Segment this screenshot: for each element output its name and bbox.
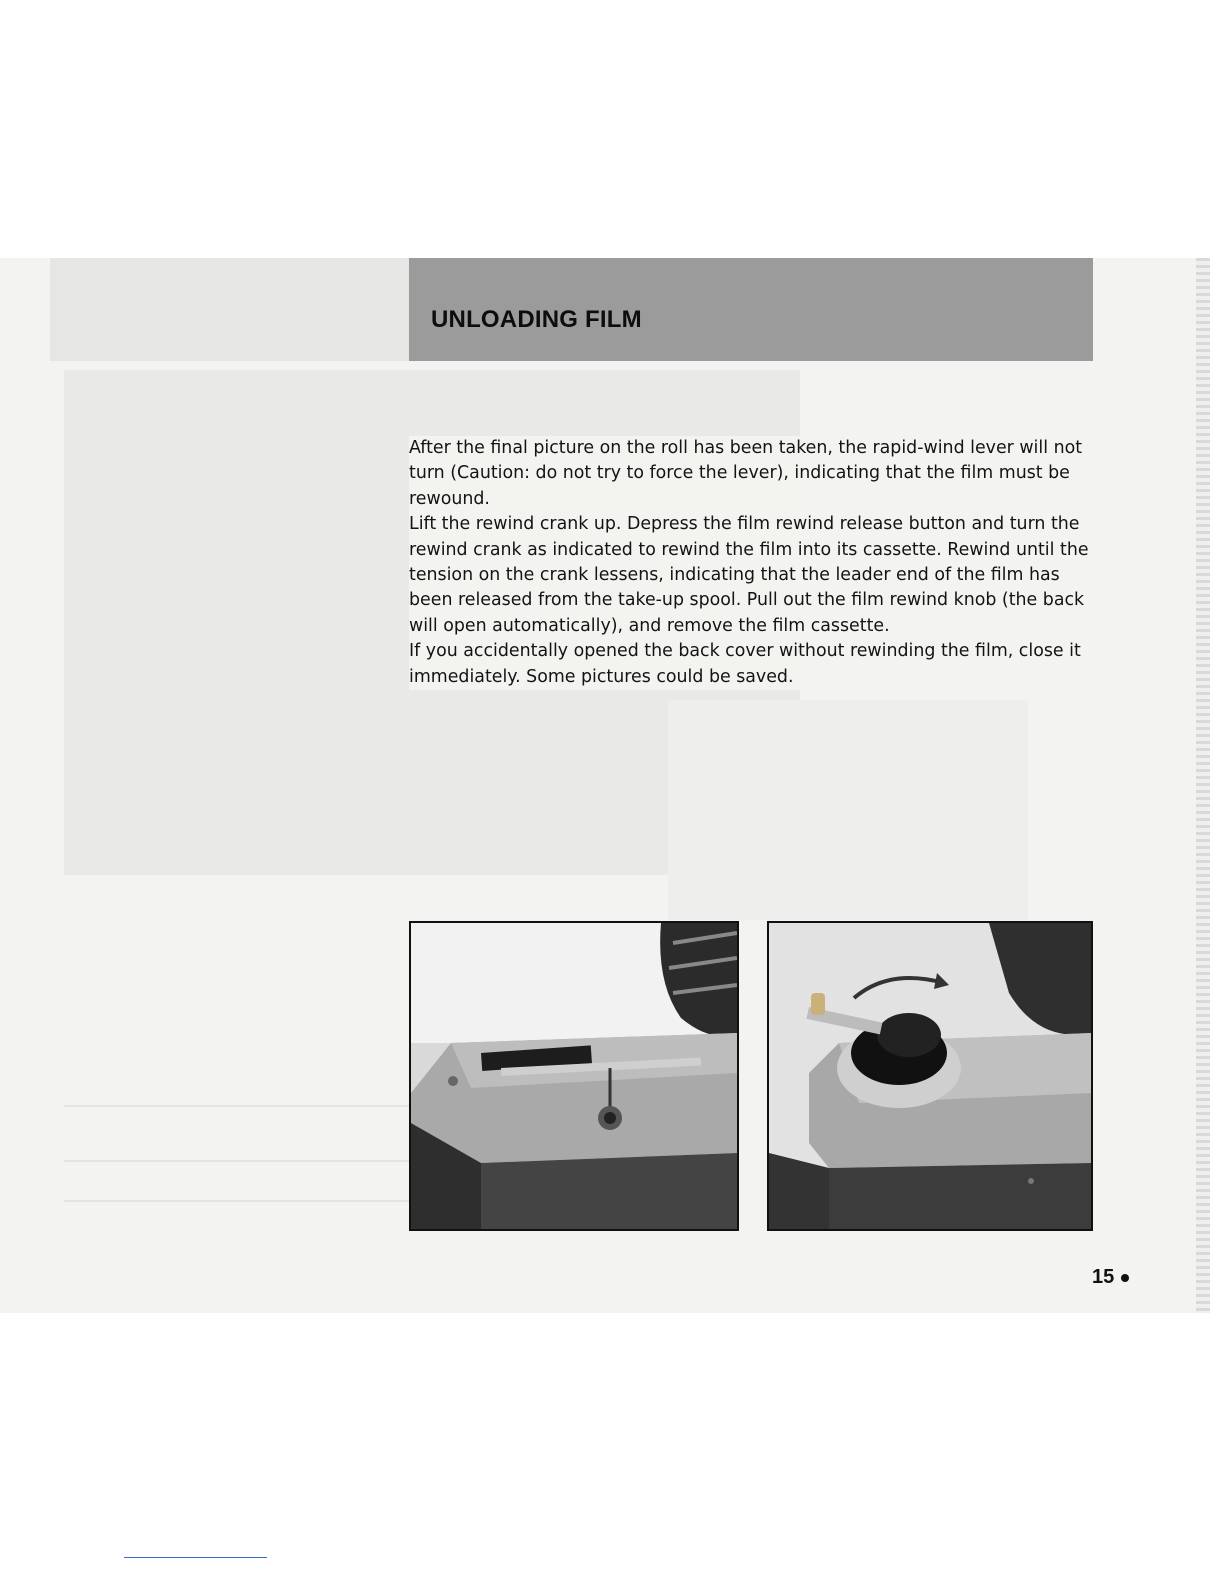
camera-top-left-illustration (411, 923, 737, 1229)
bleed-through-image (668, 700, 1028, 920)
bleed-through-image (50, 258, 410, 361)
page-number-bullet (1121, 1274, 1129, 1282)
camera-top-right-illustration (769, 923, 1091, 1229)
page-edge (1196, 258, 1210, 1313)
section-title: UNLOADING FILM (431, 306, 642, 333)
instruction-text (409, 436, 1089, 690)
rewind-release-button-photo (409, 921, 739, 1231)
paragraph: After the final picture on the roll has been taken, the rapid-wind lever will not turn (Caution: do not try to force the lever), indicating that the film must be rewound. (409, 438, 1083, 509)
paragraph: Lift the rewind crank up. Depress the film rewind release button and turn the rewind crank as indicated to rewind the film into its cassette. Rewind until the tension on the crank lessens, indicating that the leader end of the film has been released from the take-up spool. Pull out the film rewind knob (the back will open automatically), and remove the film cassette. (409, 514, 1089, 636)
paragraph: If you accidentally opened the back cover without rewinding the film, close it immediately. Some pictures could be saved. (409, 641, 1081, 687)
rewind-crank-photo (767, 921, 1093, 1231)
footnote-rule (124, 1557, 267, 1558)
page-number: 15 (1092, 1266, 1115, 1288)
